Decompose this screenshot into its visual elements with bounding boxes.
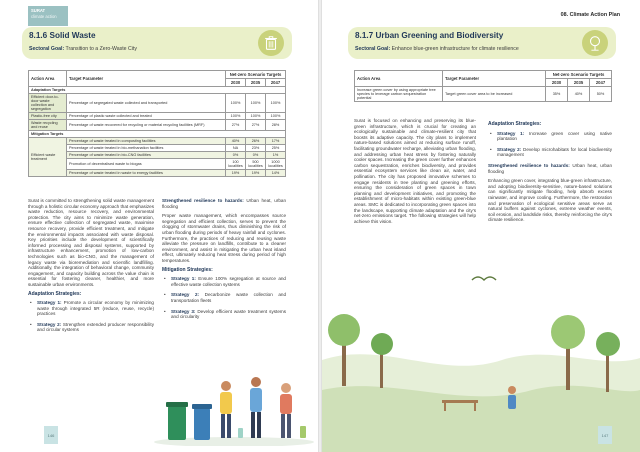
- table-row: [29, 152, 286, 159]
- chapter-label: 08. Climate Action Plan: [560, 12, 620, 18]
- right-text-column-1: [354, 118, 476, 228]
- table-row: [29, 145, 286, 152]
- col-net-zero: Net-zero Scenario Targets: [226, 71, 286, 79]
- goal-label: Sectoral Goal:: [29, 46, 65, 52]
- right-text-column-2: [488, 118, 612, 227]
- value-cell: 100%: [226, 94, 246, 113]
- table-row: [355, 87, 612, 102]
- action-area-cell: Increase green cover by using appropriate tree species to leverage carbon sequestration potential: [355, 87, 443, 102]
- value-cell: 100 localities: [226, 159, 246, 170]
- urban-greening-targets-table: [354, 70, 612, 102]
- left-text-column-1: [28, 198, 154, 338]
- value-cell: 19%: [246, 170, 266, 177]
- action-area-cell: Efficient door-to-door waste collection and segregation: [29, 94, 67, 113]
- goal-text: Enhance blue-green infrastructure for climate resilience: [390, 46, 519, 52]
- value-cell: 0%: [246, 152, 266, 159]
- list-item: • Strategy 3: Develop efficient waste treatment systems and circularity: [162, 309, 286, 320]
- list-item: • Strategy 1: Increase green cover using native plantation: [488, 131, 612, 142]
- target-cell: Promotion of decentralised waste to biogas: [67, 159, 226, 170]
- value-cell: 28%: [266, 120, 286, 131]
- intro-paragraph: Surat is committed to strengthening solid waste management through a holistic circular economy approach that emphasizes waste reduction, resource recovery, and environmental protection. The city aims to minimize waste generation, ensure effective collection of segregated waste, maximise resource recovery, provide efficient treatment, and mitigate the environmental impacts associated with waste disposal. Key priorities include the development of scientifically informed processing and disposal systems, supported by infrastructure enhancement, promotion of low-carbon technologies such as bio-CNG, and the management of legacy waste via bioremediation and scientific landfilling. Additionally, the integration of behavioral change, community engagement, and capacity building across the value chain is essential for fostering cleaner, healthier, and more sustainable urban environments.: [28, 198, 154, 287]
- adaptation-list: [28, 300, 154, 333]
- col-year: 2035: [568, 79, 590, 87]
- target-cell: Percentage of waste treated in bio-methanation facilities: [67, 145, 226, 152]
- value-cell: 27%: [226, 120, 246, 131]
- target-cell: Percentage of segregated waste collected and transported: [67, 94, 226, 113]
- hazards-line: Strengthened resilience to hazards: Urban heat, urban flooding: [162, 198, 287, 209]
- value-cell: 25%: [266, 145, 286, 152]
- value-cell: 100%: [246, 113, 266, 120]
- action-area-cell: Waste recycling and reuse: [29, 120, 67, 131]
- value-cell: 40%: [568, 87, 590, 102]
- value-cell: 23%: [246, 145, 266, 152]
- city-logo: [28, 6, 68, 26]
- table-row: [29, 159, 286, 170]
- value-cell: 27%: [246, 120, 266, 131]
- col-action-area: Action Area: [355, 71, 443, 87]
- value-cell: 1%: [266, 152, 286, 159]
- waste-sorting-illustration: [150, 356, 318, 446]
- left-text-column-2: [162, 198, 286, 325]
- value-cell: 50%: [590, 87, 612, 102]
- section-title: 8.1.6 Solid Waste: [29, 31, 96, 40]
- left-page: [0, 0, 318, 452]
- table-row: [29, 94, 286, 113]
- hazards-paragraph: Enhancing green cover, integrating blue-green infrastructure, and adopting biodiversity-sensitive, nature-based solutions can significantly mitigate flooding, help absorb excess rainwater, and improve cooling. Furthermore, the restoration and preservation of ecological sensitive areas serve as natural buffers against cyclones, extreme weather events, soil erosion, and landslide risks, thereby reinforcing the city's climate resilience.: [488, 178, 612, 223]
- value-cell: 100%: [226, 113, 246, 120]
- adaptation-list: [488, 131, 612, 158]
- value-cell: 26%: [246, 138, 266, 145]
- adaptation-heading: Adaptation Strategies:: [488, 121, 542, 127]
- logo-title: SURAT: [31, 8, 46, 13]
- table-row: [29, 120, 286, 131]
- value-cell: 17%: [266, 138, 286, 145]
- intro-paragraph: Surat is focused on enhancing and preserving its blue-green infrastructure, which is crucial for creating an ecologically sustainable and climate-resilient city that boosts its adaptive capacity. The city plans to implement nature-based solutions aimed at reducing surface runoff, facilitating groundwater recharge, alleviating urban flooding, and addressing urban heat stress by fostering naturally cooler spaces. Increasing the green cover further enhances carbon sequestration, enriches biodiversity, and provides essential ecosystem services like clean air, water, and pollination. The city has proposed innovative schemes to engage residents in tree planting and greening efforts, ensuring the consideration of green spaces in town planning and development initiatives, and promoting the establishment of micro-habitats within existing green-blue areas. SMC is dedicated to incorporating green spaces into the landscape, supporting climate adaptation and the city's net-zero emissions target. The following strategies will help achieve this vision.: [354, 118, 476, 224]
- target-cell: Percentage of waste recovered for recycling or material recycling facilities (MRF): [67, 120, 226, 131]
- right-page: [322, 0, 640, 452]
- list-item: • Strategy 1: Ensure 100% segregation at source and effective waste collection systems: [162, 276, 286, 287]
- section-row-mitigation: Mitigation Targets: [29, 131, 286, 138]
- target-cell: Percentage of plastic waste collected and treated: [67, 113, 226, 120]
- col-year: 2030: [546, 79, 568, 87]
- hazards-paragraph: Proper waste management, which encompasses source segregation and efficient collection, serves to prevent the clogging of stormwater drains, thus diminishing the risk of urban flooding during periods of heavy rainfall and cyclones. Furthermore, the practices of reducing and reusing waste alleviate the pressure on landfills, contribute to a cleaner environment, and assist in mitigating the urban heat island effect, ultimately reducing heat stress during period of high temperatures.: [162, 213, 286, 263]
- recycle-bin-icon: [258, 30, 284, 56]
- col-year: 2030: [226, 79, 246, 87]
- value-cell: 19%: [226, 170, 246, 177]
- goal-text: Transition to a Zero-Waste City: [64, 46, 137, 52]
- value-cell: 1000 localities: [266, 159, 286, 170]
- logo-subtitle: climate action: [31, 14, 57, 19]
- section-banner: [348, 27, 616, 59]
- list-item: • Strategy 1: Promote a circular economy by minimizing waste through integrated 5R (reduce, reuse, recycle) practices: [28, 300, 154, 317]
- park-greenery-illustration: [322, 240, 640, 452]
- col-target-parameter: Target Parameter: [67, 71, 226, 87]
- target-cell: Percentage of waste treated in waste to energy facilities: [67, 170, 226, 177]
- sectoral-goal: [29, 46, 137, 52]
- value-cell: 0%: [226, 152, 246, 159]
- table-row: [29, 170, 286, 177]
- target-cell: Percentage of waste treated in bio-CNG facilities: [67, 152, 226, 159]
- value-cell: 100%: [246, 94, 266, 113]
- value-cell: 500 localities: [246, 159, 266, 170]
- section-title: 8.1.7 Urban Greening and Biodiversity: [355, 31, 504, 40]
- adaptation-heading: Adaptation Strategies:: [28, 290, 82, 297]
- list-item: • Strategy 2: Decarbonize waste collection and transportation fleets: [162, 292, 286, 303]
- value-cell: NA: [226, 145, 246, 152]
- page-number: 146: [44, 426, 58, 444]
- solid-waste-targets-table: [28, 70, 286, 177]
- section-banner: [22, 27, 292, 59]
- value-cell: 40%: [226, 138, 246, 145]
- sectoral-goal: [355, 46, 519, 52]
- hazards-line: Strengthened resilience to hazards: Urban heat, urban flooding: [488, 162, 613, 174]
- page-number: 147: [598, 426, 612, 444]
- col-year: 2047: [266, 79, 286, 87]
- list-item: • Strategy 2: Develop microhabitats for local biodiversity management: [488, 147, 612, 158]
- target-cell: Percentage of waste treated in composting facilities: [67, 138, 226, 145]
- mitigation-list: [162, 276, 286, 320]
- value-cell: 100%: [266, 94, 286, 113]
- col-target-parameter: Target Parameter: [443, 71, 546, 87]
- action-area-cell: Plastic-free city: [29, 113, 67, 120]
- value-cell: 14%: [266, 170, 286, 177]
- col-net-zero: Net-zero Scenario Targets: [546, 71, 612, 79]
- mitigation-heading: Mitigation Strategies:: [162, 266, 213, 273]
- value-cell: 35%: [546, 87, 568, 102]
- value-cell: 100%: [266, 113, 286, 120]
- table-row: [29, 138, 286, 145]
- col-year: 2047: [590, 79, 612, 87]
- table-row: [29, 113, 286, 120]
- col-year: 2035: [246, 79, 266, 87]
- action-area-cell: Efficient waste treatment: [29, 138, 67, 177]
- target-cell: Target green cover area to be increased: [443, 87, 546, 102]
- goal-label: Sectoral Goal:: [355, 46, 391, 52]
- list-item: • Strategy 2: Strengthen extended producer responsibility and circular systems: [28, 322, 154, 333]
- tree-icon: [582, 30, 608, 56]
- col-action-area: Action Area: [29, 71, 67, 87]
- section-row-adaptation: Adaptation Targets: [29, 87, 286, 94]
